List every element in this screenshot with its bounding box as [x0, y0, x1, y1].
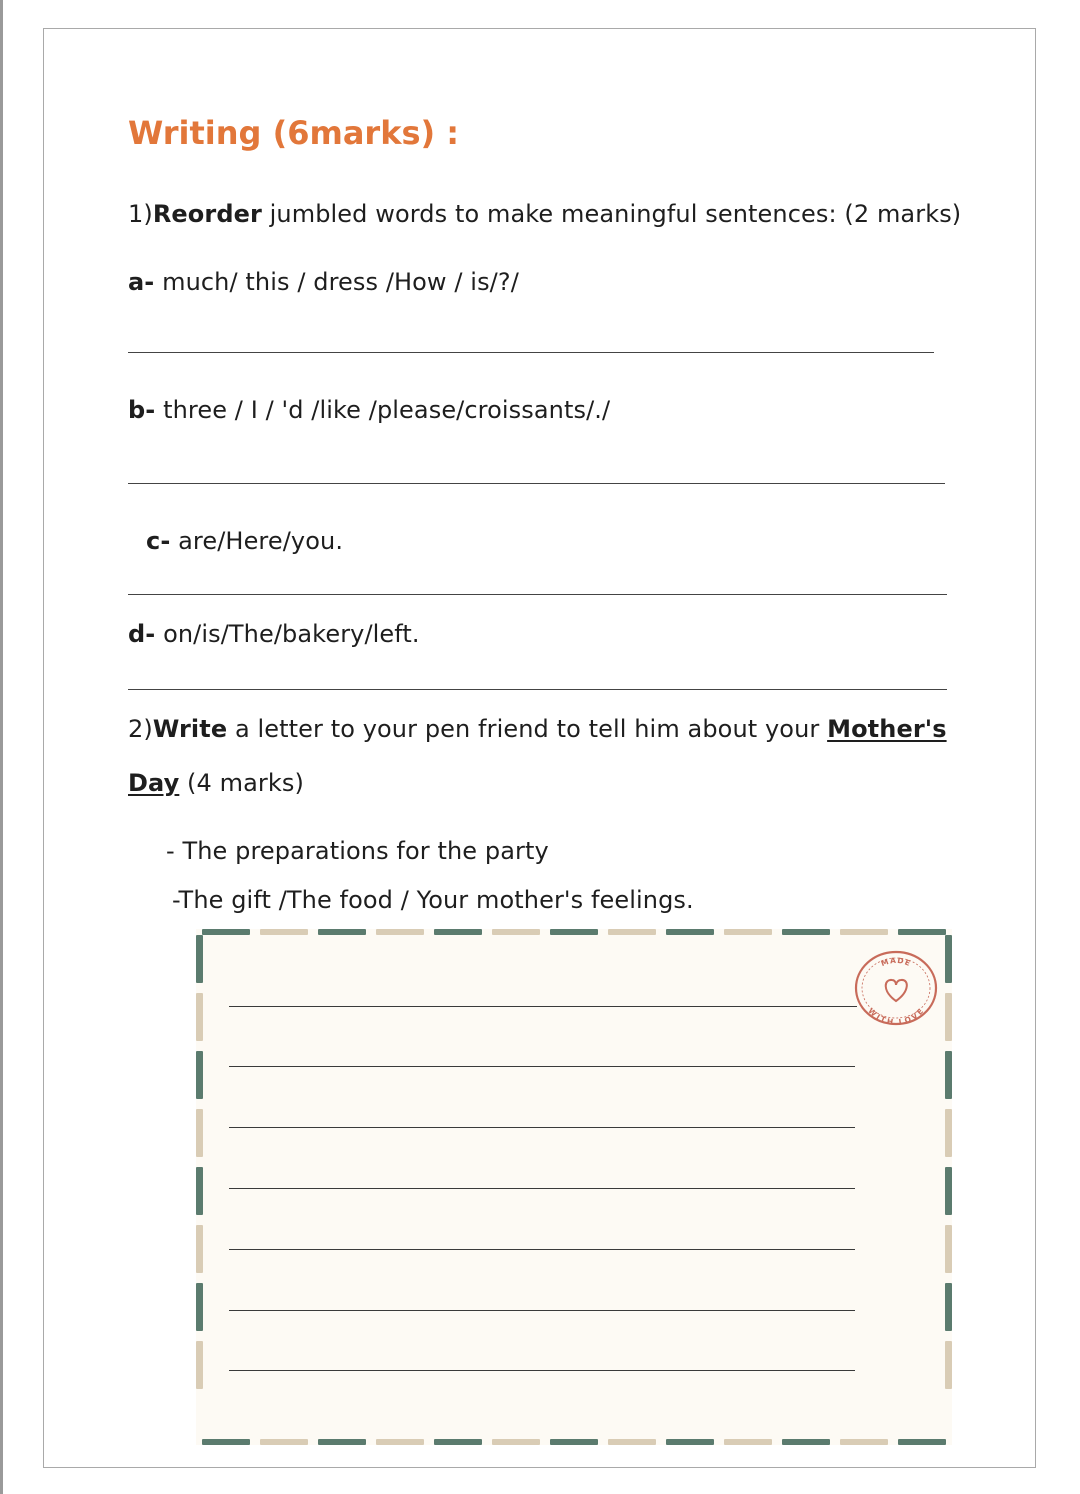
letter-line-1[interactable]	[229, 1006, 857, 1007]
stripe-bottom-dash	[318, 1439, 366, 1445]
hint-1: - The preparations for the party	[166, 837, 549, 865]
stripe-right-dash	[945, 1051, 952, 1099]
hint-2: -The gift /The food / Your mother's feelings.	[172, 886, 694, 914]
stripe-top-dash	[608, 929, 656, 935]
envelope-stripe-bottom	[196, 1439, 952, 1445]
stripe-top-dash	[724, 929, 772, 935]
stripe-right-dash	[945, 1167, 952, 1215]
question-1-text: jumbled words to make meaningful sentences: (2 marks)	[261, 200, 962, 228]
question-2-topic-1: Mother's	[827, 715, 947, 743]
stripe-left-dash	[196, 1051, 203, 1099]
stripe-left-dash	[196, 1341, 203, 1389]
answer-line-d[interactable]	[128, 689, 947, 690]
letter-line-3[interactable]	[229, 1127, 855, 1128]
stripe-left-dash	[196, 1283, 203, 1331]
question-2-text: a letter to your pen friend to tell him about your	[227, 715, 828, 743]
item-d-text: on/is/The/bakery/left.	[163, 620, 420, 648]
stripe-right-dash	[945, 1225, 952, 1273]
item-a-text: much/ this / dress /How / is/?/	[162, 268, 519, 296]
envelope-stripe-right	[945, 929, 952, 1445]
letter-line-7[interactable]	[229, 1370, 855, 1371]
left-edge	[0, 0, 3, 1494]
answer-line-b[interactable]	[128, 483, 945, 484]
stamp-heart-icon	[886, 980, 907, 1001]
letter-envelope	[196, 929, 952, 1445]
item-b-text: three / I / 'd /like /please/croissants/./	[163, 396, 611, 424]
question-2-line-2	[128, 769, 304, 797]
letter-line-6[interactable]	[229, 1310, 855, 1311]
stripe-left-dash	[196, 1225, 203, 1273]
stripe-bottom-dash	[898, 1439, 946, 1445]
question-2-keyword: Write	[152, 715, 228, 743]
stripe-top-dash	[666, 929, 714, 935]
stripe-left-dash	[196, 1109, 203, 1157]
stripe-bottom-dash	[724, 1439, 772, 1445]
envelope-stripe-top	[196, 929, 952, 935]
question-2-topic-2: Day	[128, 769, 180, 797]
stripe-left-dash	[196, 993, 203, 1041]
stripe-bottom-dash	[202, 1439, 250, 1445]
question-1-keyword: Reorder	[152, 200, 262, 228]
letter-line-2[interactable]	[229, 1066, 855, 1067]
stripe-bottom-dash	[260, 1439, 308, 1445]
stripe-top-dash	[376, 929, 424, 935]
item-a-label: a-	[128, 268, 155, 296]
svg-text:WITH LOVE	[866, 1006, 925, 1027]
item-c-text: are/Here/you.	[178, 527, 344, 555]
letter-line-4[interactable]	[229, 1188, 855, 1189]
item-d	[128, 620, 420, 648]
stripe-bottom-dash	[608, 1439, 656, 1445]
stripe-bottom-dash	[550, 1439, 598, 1445]
stamp-top-text: MADE	[879, 955, 913, 969]
stripe-top-dash	[202, 929, 250, 935]
answer-line-c[interactable]	[128, 594, 947, 595]
stripe-bottom-dash	[782, 1439, 830, 1445]
section-title: Writing (6marks) :	[128, 114, 460, 152]
stripe-left-dash	[196, 935, 203, 983]
question-1-number: 1)	[128, 200, 153, 228]
question-2-marks: (4 marks)	[179, 769, 304, 797]
made-with-love-stamp-icon	[852, 949, 940, 1027]
item-c-label: c-	[146, 527, 171, 555]
item-d-label: d-	[128, 620, 156, 648]
stripe-right-dash	[945, 1109, 952, 1157]
stripe-top-dash	[434, 929, 482, 935]
stripe-top-dash	[260, 929, 308, 935]
stripe-top-dash	[492, 929, 540, 935]
letter-line-5[interactable]	[229, 1249, 855, 1250]
stripe-top-dash	[898, 929, 946, 935]
stripe-right-dash	[945, 1283, 952, 1331]
item-b	[128, 396, 610, 424]
stripe-bottom-dash	[666, 1439, 714, 1445]
stripe-right-dash	[945, 935, 952, 983]
stamp-bottom-text: WITH LOVE	[866, 1006, 926, 1027]
stripe-bottom-dash	[840, 1439, 888, 1445]
stripe-bottom-dash	[434, 1439, 482, 1445]
stripe-bottom-dash	[376, 1439, 424, 1445]
item-a	[128, 268, 519, 296]
answer-line-a[interactable]	[128, 352, 934, 353]
stripe-top-dash	[318, 929, 366, 935]
question-1-instruction	[128, 200, 961, 228]
stripe-top-dash	[840, 929, 888, 935]
item-c	[146, 527, 343, 555]
stripe-top-dash	[782, 929, 830, 935]
item-b-label: b-	[128, 396, 156, 424]
stripe-right-dash	[945, 1341, 952, 1389]
stripe-top-dash	[550, 929, 598, 935]
envelope-stripe-left	[196, 929, 203, 1445]
stripe-left-dash	[196, 1167, 203, 1215]
svg-text:MADE	[880, 956, 913, 968]
question-2-number: 2)	[128, 715, 153, 743]
stripe-right-dash	[945, 993, 952, 1041]
question-2-instruction	[128, 715, 947, 743]
stripe-bottom-dash	[492, 1439, 540, 1445]
